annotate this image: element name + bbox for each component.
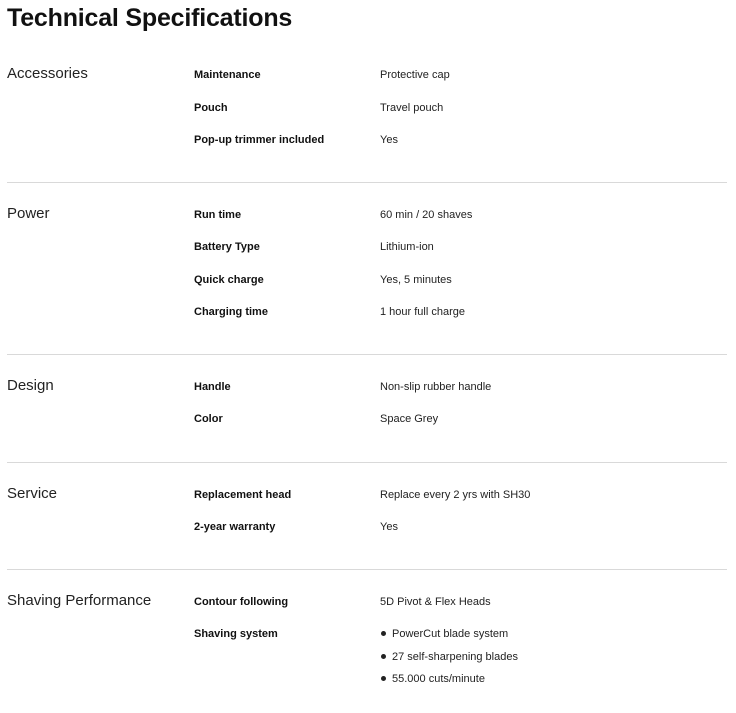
spec-row [7,303,727,323]
spec-value: Protective cap [380,69,450,81]
spec-label: Contour following [194,596,289,608]
spec-row [7,378,727,398]
spec-label: Maintenance [194,69,261,81]
spec-value: 5D Pivot & Flex Heads [380,596,491,608]
spec-label: Replacement head [194,489,292,501]
list-item [380,648,518,671]
spec-label: Pop-up trimmer included [194,134,325,146]
spec-value: 60 min / 20 shaves [380,209,473,221]
spec-label: Color [194,413,223,425]
spec-label: Quick charge [194,274,264,286]
section-divider [7,462,727,463]
section-divider [7,182,727,183]
spec-row [7,99,727,119]
spec-label: Run time [194,209,242,221]
bullet-icon [381,676,386,681]
spec-value: 1 hour full charge [380,306,465,318]
bullet-text: 55.000 cuts/minute [392,673,485,685]
spec-label: Shaving system [194,628,278,640]
spec-row [7,518,727,538]
spec-row [7,206,727,226]
section-divider [7,569,727,570]
section-title: Power [7,205,50,222]
spec-value: Yes, 5 minutes [380,274,452,286]
section-title: Service [7,485,58,502]
spec-label: Battery Type [194,241,260,253]
section-title: Accessories [7,65,88,82]
spec-label: Charging time [194,306,268,318]
section-title: Shaving Performance [7,592,152,609]
spec-row [7,66,727,86]
spec-row [7,238,727,258]
bullet-icon [381,631,386,636]
spec-label: 2-year warranty [194,521,276,533]
list-item [380,670,518,693]
section-divider [7,354,727,355]
spec-value: Non-slip rubber handle [380,381,492,393]
spec-value: Space Grey [380,413,439,425]
bullet-icon [381,654,386,659]
spec-row [7,625,727,685]
spec-label: Pouch [194,102,228,114]
spec-row [7,593,727,613]
shaving-system-list [380,625,518,693]
spec-value: Travel pouch [380,102,444,114]
spec-row [7,486,727,506]
spec-value: Yes [380,521,398,533]
spec-label: Handle [194,381,231,393]
section-title: Design [7,377,54,394]
spec-row [7,410,727,430]
bullet-text: PowerCut blade system [392,628,509,640]
page-title: Technical Specifications [7,4,293,32]
bullet-text: 27 self-sharpening blades [392,650,518,663]
spec-row [7,131,727,151]
spec-value: Replace every 2 yrs with SH30 [380,489,531,501]
list-item [380,625,518,648]
spec-value: Lithium-ion [380,241,434,253]
spec-row [7,271,727,291]
spec-value: Yes [380,134,398,146]
